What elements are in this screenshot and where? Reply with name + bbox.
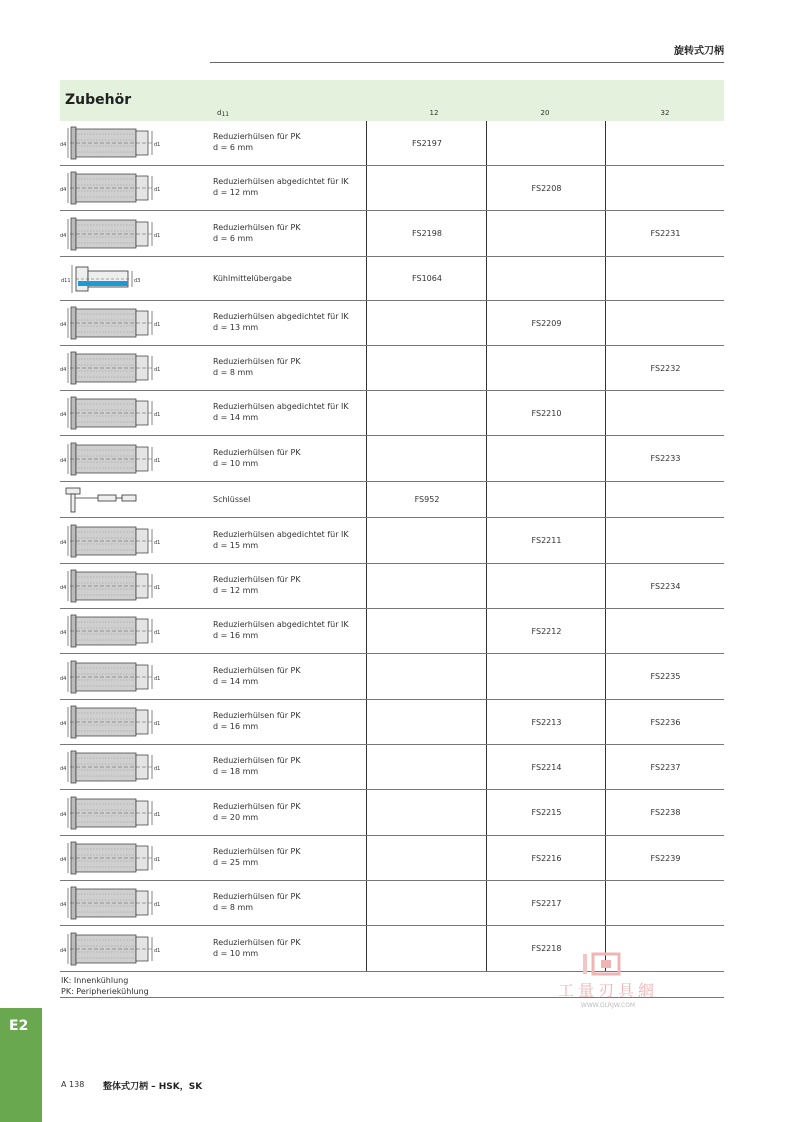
drawing-cell	[60, 482, 165, 517]
order-code-12	[366, 391, 487, 435]
drawing-cell	[60, 391, 165, 435]
reducer-sleeve-icon	[60, 565, 165, 607]
table-row	[60, 166, 724, 211]
item-diameter: d = 16 mm	[213, 722, 259, 731]
table-header	[60, 80, 724, 121]
drawing-cell	[60, 346, 165, 390]
drawing-label-d4: d4	[60, 539, 67, 546]
drawing-label-d1: d1	[154, 630, 161, 636]
item-name: Schlüssel	[213, 494, 251, 504]
item-name: Reduzierhülsen abgedichtet für IK	[213, 402, 349, 411]
order-code-20	[486, 436, 606, 481]
item-description	[213, 131, 301, 153]
drawing-label-d4: d4	[60, 811, 67, 818]
table-row	[60, 391, 724, 436]
watermark-text: 工量刃具網	[557, 981, 658, 1000]
table-row	[60, 700, 724, 745]
drawing-label-d1: d1	[154, 187, 161, 193]
item-description	[213, 755, 301, 777]
table-row	[60, 518, 724, 564]
drawing-label-d4: d4	[60, 585, 67, 591]
item-diameter: d = 15 mm	[213, 540, 259, 550]
item-diameter: d = 12 mm	[213, 188, 259, 197]
item-name: Reduzierhülsen für PK	[213, 575, 301, 584]
order-code-12	[366, 346, 487, 390]
drawing-label-d4: d4	[60, 367, 67, 373]
drawing-cell	[60, 745, 165, 789]
order-code-12	[366, 790, 487, 835]
drawing-cell	[60, 881, 165, 925]
column-header-12: 12	[429, 109, 439, 117]
item-description	[213, 891, 301, 913]
drawing-label-d1: d1	[154, 412, 161, 418]
drawing-cell	[60, 790, 165, 835]
item-name: Reduzierhülsen für PK	[213, 357, 301, 366]
item-description	[213, 710, 301, 732]
order-code-32	[605, 609, 725, 653]
order-code-32	[605, 166, 725, 210]
drawing-label-d1: d1	[154, 585, 161, 591]
drawing-label-d4: d4	[60, 857, 67, 863]
order-code-12	[366, 654, 487, 699]
item-description	[213, 401, 349, 423]
order-code-20: FS2217	[486, 881, 606, 925]
order-code-32	[605, 518, 725, 563]
footnote-ik: IK: Innenkühlung	[61, 976, 129, 985]
table-row	[60, 564, 724, 609]
page-number: A 138	[61, 1080, 85, 1089]
item-description	[213, 273, 292, 284]
order-code-20: FS2215	[486, 790, 606, 835]
drawing-label-d11: d11	[61, 277, 71, 284]
drawing-cell	[60, 609, 165, 653]
watermark	[538, 950, 678, 1020]
drawing-label-d4: d4	[60, 142, 67, 148]
order-code-20	[486, 654, 606, 699]
item-diameter: d = 20 mm	[213, 812, 259, 822]
order-code-32	[605, 881, 725, 925]
item-description	[213, 311, 349, 333]
order-code-12	[366, 609, 487, 653]
reducer-sleeve-icon	[60, 701, 165, 743]
item-diameter: d = 13 mm	[213, 323, 259, 332]
table-row	[60, 121, 724, 166]
footnote-pk: PK: Peripheriekühlung	[61, 987, 149, 996]
drawing-label-d4: d4	[60, 766, 67, 772]
table-row	[60, 346, 724, 391]
drawing-cell	[60, 654, 165, 699]
order-code-20: FS2213	[486, 700, 606, 744]
order-code-32	[605, 482, 725, 517]
order-code-20: FS2214	[486, 745, 606, 789]
order-code-12	[366, 881, 487, 925]
item-diameter: d = 8 mm	[213, 368, 254, 377]
order-code-12	[366, 700, 487, 744]
drawing-label-d4: d4	[60, 902, 67, 908]
chapter-tab	[0, 1008, 42, 1122]
drawing-cell	[60, 211, 165, 256]
order-code-12	[366, 518, 487, 563]
item-diameter: d = 18 mm	[213, 767, 259, 776]
drawing-label-d1: d1	[154, 766, 161, 772]
column-header-32: 32	[660, 109, 670, 117]
reducer-sleeve-icon	[60, 392, 165, 434]
reducer-sleeve-icon	[60, 837, 165, 879]
table-row	[60, 881, 724, 926]
order-code-20	[486, 346, 606, 390]
reducer-sleeve-icon	[60, 928, 165, 970]
reducer-sleeve-icon	[60, 882, 165, 924]
item-diameter: d = 14 mm	[213, 676, 259, 686]
order-code-12	[366, 564, 487, 608]
reducer-sleeve-icon	[60, 302, 165, 344]
key-icon	[60, 485, 160, 515]
order-code-32: FS2238	[605, 790, 725, 835]
drawing-label-d4: d4	[60, 721, 67, 727]
order-code-12	[366, 926, 487, 971]
item-diameter: d = 12 mm	[213, 586, 259, 595]
item-description	[213, 574, 301, 596]
table-row	[60, 609, 724, 654]
order-code-20	[486, 257, 606, 300]
item-description	[213, 801, 301, 823]
drawing-label-d1: d1	[154, 675, 161, 682]
drawing-cell	[60, 121, 165, 165]
drawing-label-d1: d1	[154, 322, 161, 328]
page-header-title: 旋转式刀柄	[674, 46, 724, 57]
drawing-label-d4: d4	[60, 457, 67, 464]
drawing-label-d4: d4	[60, 675, 67, 682]
item-name: Reduzierhülsen für PK	[213, 892, 301, 901]
drawing-label-d4: d4	[60, 322, 67, 328]
item-diameter: d = 16 mm	[213, 631, 259, 640]
item-name: Reduzierhülsen für PK	[213, 665, 301, 675]
table-row	[60, 482, 724, 518]
table-row	[60, 790, 724, 836]
drawing-label-d1: d1	[154, 457, 161, 464]
drawing-label-d1: d1	[154, 142, 161, 148]
order-code-20: FS2210	[486, 391, 606, 435]
item-description	[213, 494, 250, 505]
column-header-20: 20	[540, 109, 550, 117]
item-name: Reduzierhülsen für PK	[213, 222, 301, 232]
order-code-12: FS1064	[366, 257, 487, 300]
item-description	[213, 222, 301, 244]
drawing-cell	[60, 518, 165, 563]
drawing-cell	[60, 436, 165, 481]
drawing-cell	[60, 301, 165, 345]
reducer-sleeve-icon	[60, 213, 165, 255]
drawing-label-d4: d4	[60, 412, 67, 418]
item-description	[213, 846, 301, 868]
order-code-12	[366, 745, 487, 789]
item-name: Reduzierhülsen für PK	[213, 711, 301, 720]
reducer-sleeve-icon	[60, 122, 165, 164]
order-code-32: FS2237	[605, 745, 725, 789]
order-code-32	[605, 391, 725, 435]
table-row	[60, 211, 724, 257]
drawing-label-d1: d1	[154, 721, 161, 727]
column-header-d11: $d_{11}$	[217, 109, 230, 118]
reducer-sleeve-icon	[60, 167, 165, 209]
drawing-label-d4: d4	[60, 187, 67, 193]
order-code-20	[486, 564, 606, 608]
item-name: Reduzierhülsen abgedichtet für IK	[213, 529, 349, 539]
reducer-sleeve-icon	[60, 792, 165, 834]
drawing-cell	[60, 257, 165, 300]
reducer-sleeve-icon	[60, 438, 165, 480]
order-code-20: FS2209	[486, 301, 606, 345]
drawing-cell	[60, 564, 165, 608]
order-code-20: FS2208	[486, 166, 606, 210]
order-code-12	[366, 436, 487, 481]
drawing-cell	[60, 926, 165, 971]
order-code-32: FS2233	[605, 436, 725, 481]
watermark-url: WWW.GLRJW.COM	[580, 1002, 636, 1009]
order-code-20: FS2211	[486, 518, 606, 563]
order-code-20: FS2212	[486, 609, 606, 653]
order-code-32	[605, 301, 725, 345]
item-name: Reduzierhülsen für PK	[213, 756, 301, 765]
drawing-cell	[60, 836, 165, 880]
chapter-tab-label: E2	[9, 1018, 29, 1034]
drawing-label-d4: d4	[60, 630, 67, 636]
order-code-20	[486, 121, 606, 165]
reducer-sleeve-icon	[60, 610, 165, 652]
item-name: Reduzierhülsen abgedichtet für IK	[213, 620, 349, 629]
order-code-32: FS2236	[605, 700, 725, 744]
drawing-label-d3: d3	[134, 277, 141, 284]
drawing-label-d1: d1	[154, 539, 161, 546]
order-code-12	[366, 836, 487, 880]
table-row	[60, 745, 724, 790]
footnotes	[61, 975, 149, 997]
item-name: Reduzierhülsen für PK	[213, 937, 301, 947]
item-name: Reduzierhülsen für PK	[213, 801, 301, 811]
section-title: Zubehör	[65, 92, 132, 108]
coolant-transfer-icon	[60, 261, 160, 297]
drawing-label-d4: d4	[60, 947, 67, 954]
reducer-sleeve-icon	[60, 656, 165, 698]
item-diameter: d = 6 mm	[213, 233, 254, 243]
item-description	[213, 356, 301, 378]
item-description	[213, 937, 301, 959]
table-row	[60, 654, 724, 700]
order-code-32: FS2232	[605, 346, 725, 390]
footer-title: 整体式刀柄 – HSK，SK	[103, 1082, 203, 1092]
item-description	[213, 529, 349, 551]
drawing-label-d1: d1	[154, 811, 161, 818]
table-row	[60, 301, 724, 346]
order-code-12: FS952	[366, 482, 487, 517]
table-row	[60, 257, 724, 301]
order-code-32: FS2231	[605, 211, 725, 256]
item-name: Kühlmittelübergabe	[213, 273, 292, 283]
drawing-cell	[60, 700, 165, 744]
order-code-32: FS2234	[605, 564, 725, 608]
item-description	[213, 447, 301, 469]
item-description	[213, 619, 349, 641]
drawing-label-d1: d1	[154, 367, 161, 373]
table-row	[60, 436, 724, 482]
drawing-label-d4: d4	[60, 232, 67, 239]
header-divider	[210, 62, 724, 63]
order-code-20	[486, 482, 606, 517]
drawing-label-d1: d1	[154, 947, 161, 954]
order-code-32	[605, 257, 725, 300]
item-diameter: d = 10 mm	[213, 458, 259, 468]
item-name: Reduzierhülsen für PK	[213, 847, 301, 856]
item-name: Reduzierhülsen für PK	[213, 132, 301, 141]
order-code-32	[605, 121, 725, 165]
watermark-logo-icon	[538, 950, 678, 980]
item-diameter: d = 10 mm	[213, 948, 259, 958]
item-diameter: d = 25 mm	[213, 858, 259, 867]
order-code-12	[366, 166, 487, 210]
item-description	[213, 665, 301, 687]
order-code-20: FS2216	[486, 836, 606, 880]
drawing-cell	[60, 166, 165, 210]
order-code-32: FS2239	[605, 836, 725, 880]
order-code-12: FS2198	[366, 211, 487, 256]
drawing-label-d1: d1	[154, 232, 161, 239]
item-name: Reduzierhülsen für PK	[213, 447, 301, 457]
item-diameter: d = 8 mm	[213, 903, 254, 912]
reducer-sleeve-icon	[60, 347, 165, 389]
item-diameter: d = 6 mm	[213, 143, 254, 152]
item-diameter: d = 14 mm	[213, 413, 259, 422]
order-code-20: FS2218	[486, 926, 606, 971]
reducer-sleeve-icon	[60, 520, 165, 562]
order-code-12: FS2197	[366, 121, 487, 165]
order-code-32: FS2235	[605, 654, 725, 699]
item-description	[213, 176, 349, 198]
reducer-sleeve-icon	[60, 746, 165, 788]
drawing-label-d1: d1	[154, 902, 161, 908]
order-code-12	[366, 301, 487, 345]
item-name: Reduzierhülsen abgedichtet für IK	[213, 177, 349, 186]
order-code-20	[486, 211, 606, 256]
item-name: Reduzierhülsen abgedichtet für IK	[213, 312, 349, 321]
drawing-label-d1: d1	[154, 857, 161, 863]
table-row	[60, 836, 724, 881]
